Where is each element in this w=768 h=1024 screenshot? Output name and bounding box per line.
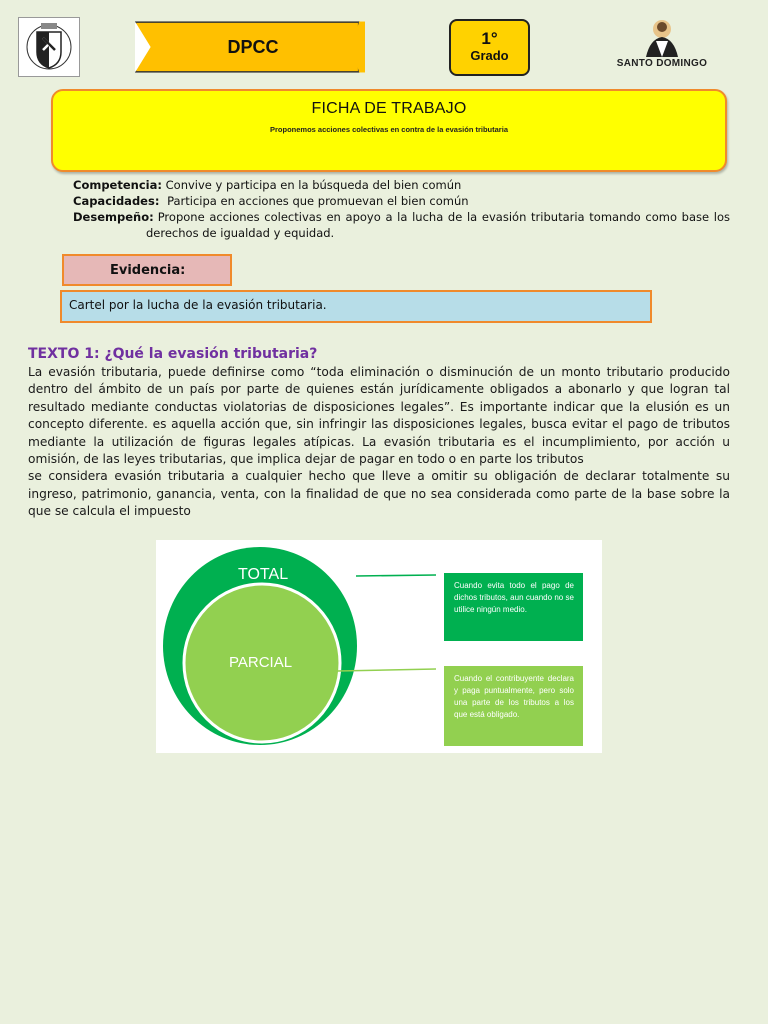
desempeno-value-line1: Propone acciones colectivas en apoyo a la lucha de la evasión tributaria tomando como base los [157,210,730,224]
desempeno-value-line2: derechos de igualdad y equidad. [146,226,335,240]
grade-number: 1° [481,29,498,48]
worksheet-title-box [51,89,727,172]
competencia-row [73,177,461,193]
text1-heading: TEXTO 1: ¿Qué la evasión tributaria? [28,346,318,362]
school-crest-logo [18,17,80,77]
evidence-value: Cartel por la lucha de la evasión tributaria. [60,290,652,323]
capacidades-row [73,193,469,209]
parcial-label: PARCIAL [229,654,293,671]
text1-paragraph-2: se considera evasión tributaria a cualquier hecho que lleve a omitir su obligación de declarar totalmente su ingreso, patrimonio, ganancia, venta, con la finalidad de que no sea considerada como parte de la base sobre la que se calcula el impuesto [28,469,730,519]
partial-description: Cuando el contribuyente declara y paga puntualmente, pero solo una parte de los tributos a los que está obligado. [454,674,574,719]
evasion-types-diagram [156,540,602,753]
total-connector-line [356,575,436,576]
total-label: TOTAL [238,566,289,583]
total-description: Cuando evita todo el pago de dichos tributos, aun cuando no se utilice ningún medio. [454,581,574,614]
worksheet-subtitle: Proponemos acciones colectivas en contra de la evasión tributaria [269,125,508,134]
desempeno-row [73,209,730,241]
text1-paragraph-1: La evasión tributaria, puede definirse como “toda eliminación o disminución de un monto tributario producido dentro del ámbito de un país por parte de quienes están jurídicamente obligados a abonarlo y que logran tal resultado mediante conductas violatorias de disposiciones legales”. Es importante indicar que la elusión es un concepto diferente. es aquella acción que, sin infringir las disposiciones legales, busca evitar el pago de tributos mediante la utilización de figuras legales atípicas. La evasión tributaria es el incumplimiento, por acción u omisión, de las leyes tributarias, que implica dejar de pagar en todo o en parte los tributos [28,365,730,467]
grade-badge [449,19,530,76]
desempeno-label: Desempeño: [73,210,154,224]
worksheet-title: FICHA DE TRABAJO [311,100,467,117]
evidence-label: Evidencia: [62,254,232,286]
text1-body [28,364,730,521]
capacidades-label: Capacidades: [73,194,160,208]
competencia-value: Convive y participa en la búsqueda del bien común [165,178,462,192]
subject-title: DPCC [227,36,279,57]
capacidades-value: Participa en acciones que promuevan el bien común [167,194,469,208]
competencia-label: Competencia: [73,178,162,192]
santo-domingo-logo-text: SANTO DOMINGO [616,58,708,69]
grade-word: Grado [470,48,509,63]
